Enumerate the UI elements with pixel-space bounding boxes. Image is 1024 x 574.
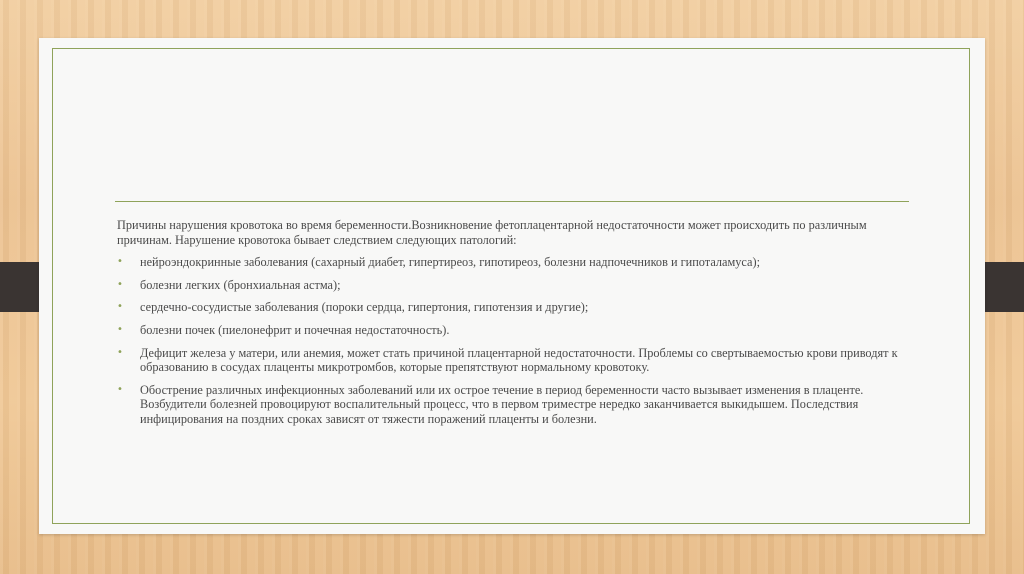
slide-body [117,218,917,435]
bullet-icon: • [117,323,123,335]
list-item [117,255,917,270]
bullet-icon: • [117,256,123,268]
list-item-text: нейроэндокринные заболевания (сахарный диабет, гипертиреоз, гипотиреоз, болезни надпочечников и гипоталамуса); [140,255,760,270]
list-item [117,383,917,427]
list-item-text: сердечно-сосудистые заболевания (пороки сердца, гипертония, гипотензия и другие); [140,300,589,315]
list-item-text: болезни легких (бронхиальная астма); [140,277,341,292]
title-divider-line [115,201,909,202]
list-item [117,300,917,315]
bullet-list [117,255,917,426]
list-item-text: болезни почек (пиелонефрит и почечная недостаточность). [140,322,450,337]
list-item-text: Обострение различных инфекционных заболеваний или их острое течение в период беременности часто вызывает изменения в плаценте. Возбудители болезней провоцируют воспалительный процесс, что в первом триместре нередко заканчивается выкидышем. Последствия инфицирования на поздних сроках зависят от тяжести поражений плаценты и болезни. [140,382,864,426]
list-item [117,278,917,293]
bullet-icon: • [117,383,123,395]
list-item-text: Дефицит железа у матери, или анемия, может стать причиной плацентарной недостаточности. Проблемы со свертываемостью крови приводят к образованию в сосудах плаценты микротромбов, которые препятствуют нормальному кровотоку. [140,345,898,375]
bullet-icon: • [117,346,123,358]
bullet-icon: • [117,301,123,313]
list-item [117,323,917,338]
bullet-icon: • [117,278,123,290]
intro-paragraph: Причины нарушения кровотока во время беременности.Возникновение фетоплацентарной недостаточности может происходить по различным причинам. Нарушение кровотока бывает следствием следующих патологий: [117,218,867,247]
list-item [117,346,917,375]
